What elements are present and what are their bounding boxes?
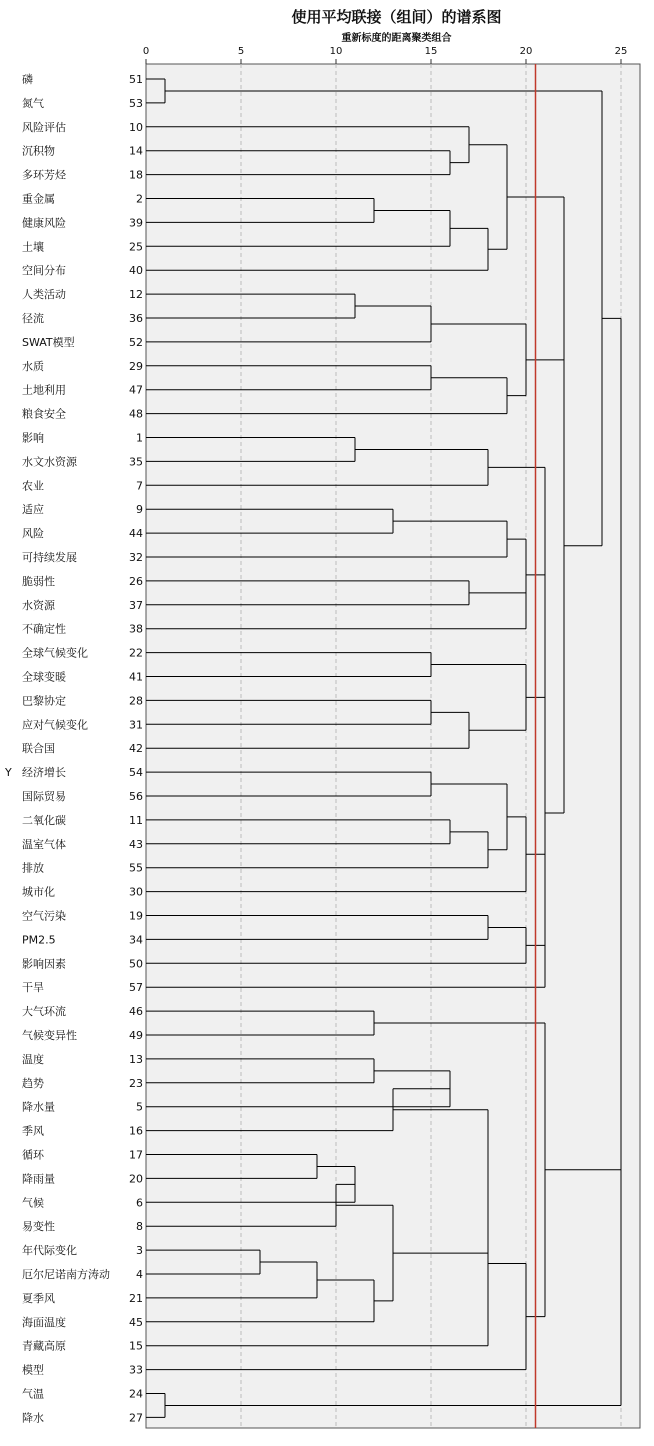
leaf-id: 8 (136, 1220, 143, 1234)
axis-tick-label: 15 (424, 46, 438, 57)
leaf-label: 联合国 (22, 742, 55, 756)
leaf-label: 干旱 (22, 981, 44, 995)
leaf-label: 影响 (22, 431, 44, 445)
leaf-label: 空间分布 (22, 264, 66, 278)
leaf-label: 排放 (22, 861, 44, 875)
leaf-label: 风险评估 (22, 120, 66, 134)
leaf-id: 3 (136, 1244, 143, 1258)
leaf-id: 32 (129, 551, 143, 564)
leaf-label: 径流 (22, 312, 44, 325)
leaf-id: 55 (129, 861, 143, 875)
leaf-id: 17 (129, 1148, 143, 1162)
leaf-id: 11 (129, 813, 143, 827)
leaf-label: 沉积物 (22, 144, 55, 158)
leaf-label: 健康风险 (22, 216, 66, 230)
leaf-id: 39 (129, 216, 143, 230)
leaf-label: 水质 (22, 359, 44, 373)
leaf-label: 季风 (22, 1124, 44, 1138)
leaf-label: 脆弱性 (22, 574, 55, 588)
leaf-label: 氮气 (22, 96, 44, 110)
leaf-label: 易变性 (22, 1220, 55, 1234)
leaf-label: 厄尔尼诺南方涛动 (22, 1268, 110, 1281)
leaf-label: 全球变暖 (22, 670, 66, 684)
leaf-label: SWAT模型 (22, 335, 75, 349)
axis-tick-label: 0 (142, 46, 150, 57)
leaf-label: PM2.5 (22, 933, 56, 947)
leaf-label: 空气污染 (22, 909, 66, 923)
leaf-id: 42 (129, 742, 143, 756)
leaf-label: 模型 (22, 1363, 44, 1377)
leaf-id: 48 (129, 407, 143, 421)
leaf-id: 16 (129, 1124, 143, 1138)
leaf-id: 47 (129, 383, 143, 397)
leaf-id: 23 (129, 1076, 143, 1090)
leaf-id: 44 (129, 527, 143, 541)
leaf-label: 降水 (22, 1411, 44, 1425)
leaf-id: 28 (129, 694, 143, 708)
leaf-id: 31 (129, 718, 143, 732)
leaf-id: 50 (129, 957, 143, 971)
leaf-label: 适应 (22, 503, 44, 517)
leaf-label: 大气环流 (22, 1005, 66, 1019)
leaf-label: 水文水资源 (22, 455, 77, 469)
leaf-id: 45 (129, 1315, 143, 1329)
leaf-id: 35 (129, 455, 143, 469)
leaf-id: 34 (129, 933, 143, 947)
leaf-id: 4 (136, 1268, 143, 1281)
leaf-id: 52 (129, 335, 143, 349)
leaf-label: 全球气候变化 (22, 646, 88, 660)
leaf-id: 22 (129, 646, 143, 660)
leaf-id: 29 (129, 359, 143, 373)
leaf-label: 多环芳烃 (22, 168, 66, 182)
leaf-label: 不确定性 (22, 622, 66, 636)
leaf-id: 12 (129, 288, 143, 302)
leaf-label: 风险 (22, 527, 44, 541)
leaf-label: 重金属 (22, 192, 55, 206)
leaf-id: 14 (129, 144, 143, 158)
leaf-id: 33 (129, 1363, 143, 1377)
y-marker: Y (5, 766, 12, 780)
leaf-label: 土壤 (22, 240, 44, 254)
leaf-id: 56 (129, 790, 143, 803)
leaf-id: 51 (129, 73, 143, 86)
leaf-label: 应对气候变化 (22, 718, 88, 732)
leaf-label: 国际贸易 (22, 790, 66, 803)
leaf-label: 夏季风 (22, 1291, 55, 1305)
leaf-id: 19 (129, 909, 143, 923)
leaf-id: 54 (129, 766, 143, 780)
leaf-label: 巴黎协定 (22, 694, 66, 708)
leaf-id: 18 (129, 168, 143, 182)
leaf-id: 20 (129, 1172, 143, 1186)
leaf-label: 影响因素 (22, 957, 66, 971)
leaf-id: 36 (129, 312, 143, 325)
leaf-id: 27 (129, 1411, 143, 1425)
leaf-label: 土地利用 (22, 383, 66, 397)
leaf-label: 气候变异性 (22, 1029, 77, 1042)
chart-subtitle: 重新标度的距离聚类组合 (341, 33, 452, 44)
leaf-id: 24 (129, 1387, 143, 1401)
leaf-id: 41 (129, 670, 143, 684)
leaf-id: 9 (136, 503, 143, 517)
leaf-id: 37 (129, 598, 143, 612)
axis-tick-label: 20 (519, 46, 533, 57)
leaf-label: 温度 (22, 1052, 44, 1066)
leaf-label: 年代际变化 (22, 1244, 77, 1258)
leaf-label: 气温 (22, 1387, 44, 1401)
leaf-id: 25 (129, 240, 143, 254)
leaf-label: 经济增长 (22, 766, 66, 780)
leaf-id: 15 (129, 1339, 143, 1353)
leaf-id: 5 (136, 1100, 143, 1114)
leaf-id: 43 (129, 837, 143, 851)
leaf-label: 温室气体 (22, 837, 66, 851)
leaf-id: 46 (129, 1005, 143, 1019)
leaf-id: 30 (129, 885, 143, 899)
leaf-label: 磷 (22, 73, 33, 86)
leaf-label: 二氧化碳 (22, 813, 66, 827)
leaf-id: 1 (136, 431, 143, 445)
leaf-id: 7 (136, 479, 143, 493)
leaf-label: 青藏高原 (22, 1339, 66, 1353)
leaf-label: 降水量 (22, 1100, 55, 1114)
axis-tick-label: 25 (614, 46, 628, 57)
leaf-label: 农业 (22, 479, 44, 493)
leaf-label: 气候 (22, 1196, 44, 1210)
leaf-id: 2 (136, 192, 143, 206)
chart-title: 使用平均联接（组间）的谱系图 (291, 8, 502, 26)
leaf-id: 53 (129, 96, 143, 110)
leaf-id: 13 (129, 1052, 143, 1066)
leaf-id: 57 (129, 981, 143, 995)
leaf-id: 26 (129, 574, 143, 588)
leaf-label: 循环 (22, 1148, 44, 1162)
leaf-label: 可持续发展 (22, 551, 77, 564)
leaf-id: 40 (129, 264, 143, 278)
leaf-id: 49 (129, 1029, 143, 1042)
leaf-label: 水资源 (22, 598, 55, 612)
leaf-label: 城市化 (22, 885, 55, 899)
leaf-label: 粮食安全 (22, 407, 66, 421)
leaf-label: 人类活动 (22, 288, 66, 302)
leaf-id: 6 (136, 1196, 143, 1210)
axis-tick-label: 5 (237, 46, 245, 57)
leaf-id: 21 (129, 1291, 143, 1305)
axis-tick-label: 10 (329, 46, 343, 57)
leaf-id: 10 (129, 120, 143, 134)
leaf-label: 降雨量 (22, 1172, 55, 1186)
leaf-label: 海面温度 (22, 1315, 66, 1329)
leaf-id: 38 (129, 622, 143, 636)
leaf-label: 趋势 (22, 1076, 44, 1090)
